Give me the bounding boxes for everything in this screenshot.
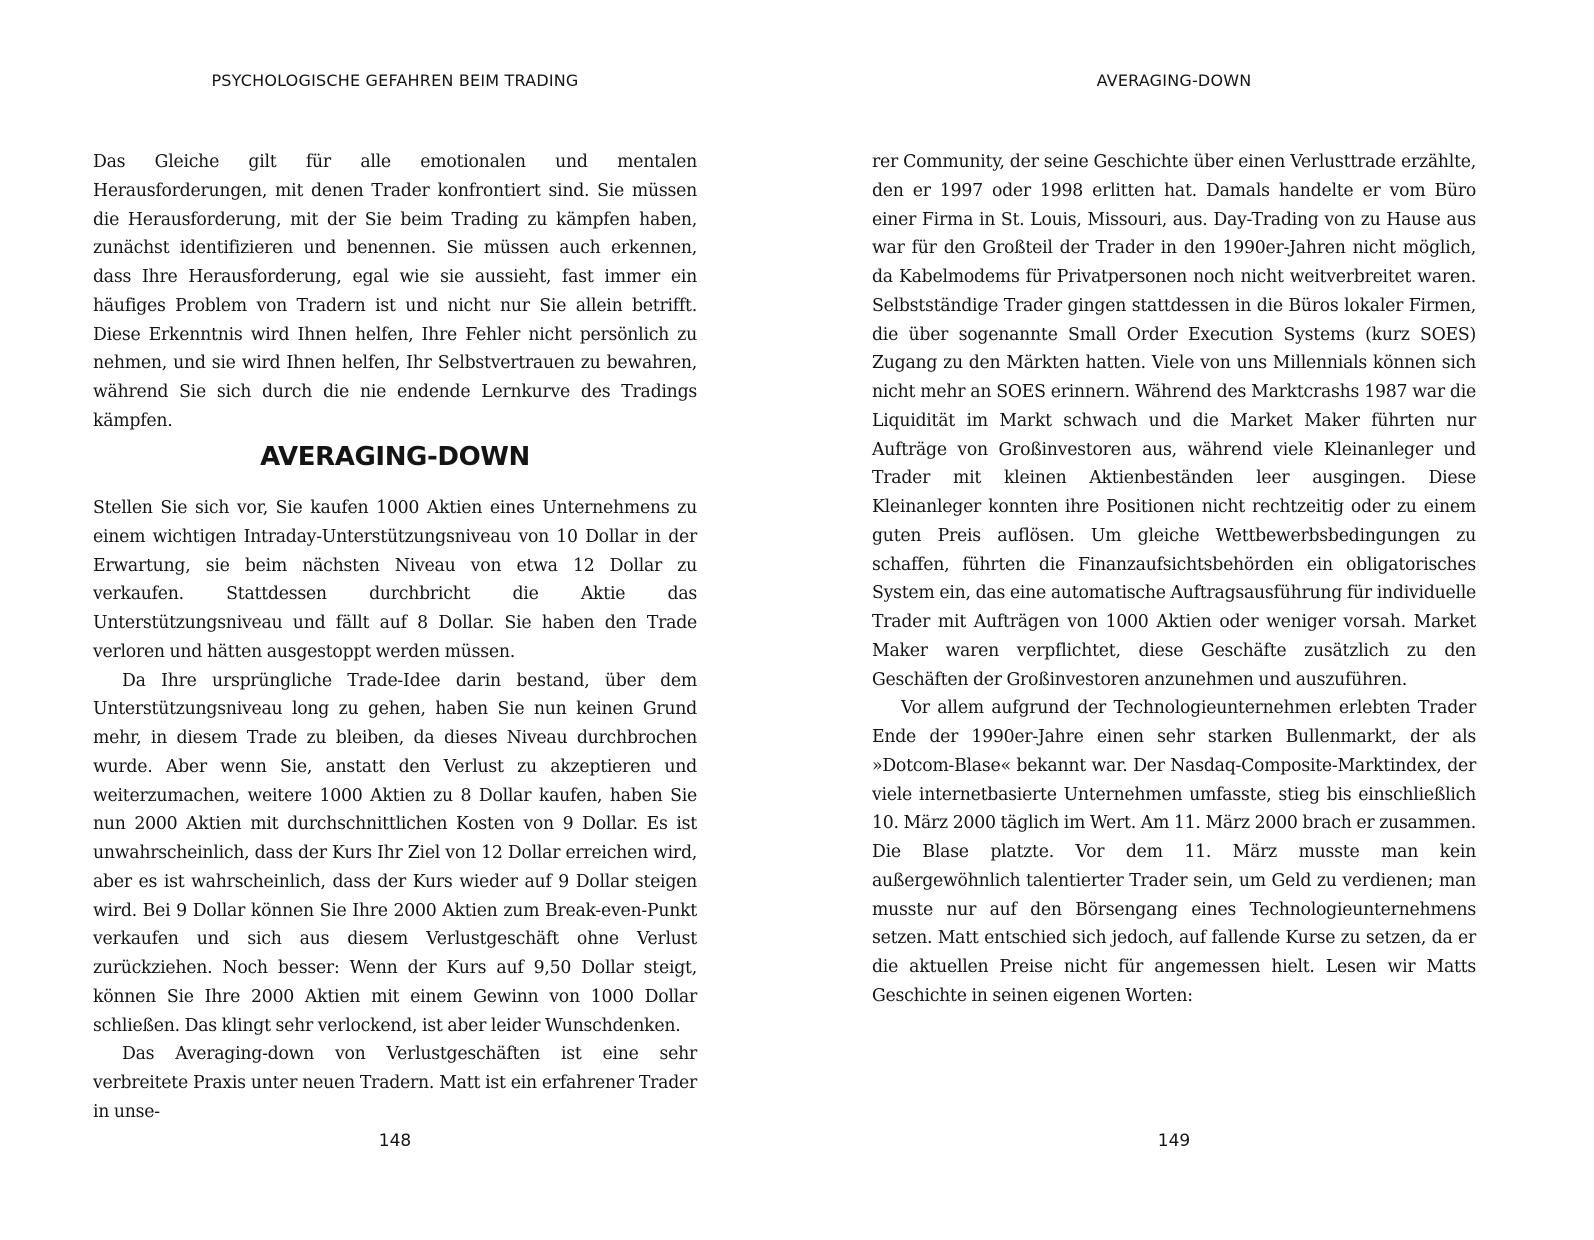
paragraph: rer Community, der seine Geschichte über einen Verlusttrade erzählte, den er 1997 oder 1998 erlitten hat. Damals handelte er vom Büro einer Firma in St. Louis, Missouri, aus. Day-Trading von zu Hause aus war für den Großteil der Trader in den 1990er-Jahren nicht möglich, da Kabelmodems für Privatpersonen noch nicht weitverbreitet waren. Selbstständige Trader gingen stattdessen in die Büros lokaler Firmen, die über sogenannte Small Order Execution Systems (kurz SOES) Zugang zu den Märkten hatten. Viele von uns Millennials können sich nicht mehr an SOES erinnern. Während des Marktcrashs 1987 war die Liquidität im Markt schwach und die Market Maker führten nur Aufträge von Großinvestoren aus, während viele Kleinanleger und Trader mit kleinen Aktienbeständen leer ausgingen. Diese Kleinanleger konnten ihre Positionen nicht rechtzeitig oder zu einem guten Preis auflösen. Um gleiche Wettbewerbsbedingungen zu schaffen, führten die Finanzaufsichtsbehörden ein obligatorisches System ein, das eine automatische Auftragsausführung für individuelle Trader mit Aufträgen von 1000 Aktien oder weniger vorsah. Market Maker waren verpflichtet, diese Geschäfte zusätzlich zu den Geschäften der Großinvestoren anzunehmen und auszuführen. bbox=[872, 152, 1476, 690]
right-page bbox=[797, 0, 1594, 1240]
running-head-right: AVERAGING-DOWN bbox=[1096, 71, 1252, 90]
left-body-text bbox=[93, 494, 697, 1127]
section-heading: AVERAGING-DOWN bbox=[260, 442, 530, 472]
paragraph: Das Averaging-down von Verlustgeschäften ist eine sehr verbreitete Praxis unter neuen Tradern. Matt ist ein erfahrener Trader in unse- bbox=[93, 1044, 697, 1122]
paragraph: Vor allem aufgrund der Technologieunternehmen erlebten Trader Ende der 1990er-Jahre einen sehr starken Bullenmarkt, der als »Dotcom-Blase« bekannt war. Der Nasdaq-Composite-Marktindex, der viele internetbasierte Unternehmen umfasste, stieg bis einschließlich 10. März 2000 täglich im Wert. Am 11. März 2000 brach er zusammen. Die Blase platzte. Vor dem 11. März musste man kein außergewöhnlich talentierter Trader sein, um Geld zu verdienen; man musste nur auf den Börsengang eines Technologieunternehmens setzen. Matt entschied sich jedoch, auf fallende Kurse zu setzen, da er die aktuellen Preise nicht für angemessen hielt. Lesen wir Matts Geschichte in seinen eigenen Worten: bbox=[872, 698, 1476, 1006]
intro-paragraph: Das Gleiche gilt für alle emotionalen und mentalen Herausforderungen, mit denen Trader konfrontiert sind. Sie müssen die Herausforderung, mit der Sie beim Trading zu kämpfen haben, zunächst identifizieren und benennen. Sie müssen auch erkennen, dass Ihre Herausforderung, egal wie sie aussieht, fast immer ein häufiges Problem von Tradern ist und nicht nur Sie allein betrifft. Diese Erkenntnis wird Ihnen helfen, Ihre Fehler nicht persönlich zu nehmen, und sie wird Ihnen helfen, Ihr Selbstvertrauen zu bewahren, während Sie sich durch die nie endende Lernkurve des Tradings kämpfen. bbox=[93, 152, 697, 431]
right-body-text bbox=[872, 148, 1476, 1011]
intro-text-block bbox=[93, 148, 697, 436]
page-number-right: 149 bbox=[1157, 1131, 1191, 1151]
paragraph: Stellen Sie sich vor, Sie kaufen 1000 Aktien eines Unternehmens zu einem wichtigen Intraday-Unterstützungsniveau von 10 Dollar in der Erwartung, sie beim nächsten Niveau von etwa 12 Dollar zu verkaufen. Stattdessen durchbricht die Aktie das Unterstützungsniveau und fällt auf 8 Dollar. Sie haben den Trade verloren und hätten ausgestoppt werden müssen. bbox=[93, 498, 697, 662]
running-head-left: PSYCHOLOGISCHE GEFAHREN BEIM TRADING bbox=[211, 71, 579, 90]
paragraph: Da Ihre ursprüngliche Trade-Idee darin bestand, über dem Unterstützungsniveau long zu gehen, haben Sie nun keinen Grund mehr, in diesem Trade zu bleiben, da dieses Niveau durchbrochen wurde. Aber wenn Sie, anstatt den Verlust zu akzeptieren und weiterzumachen, weitere 1000 Aktien zu 8 Dollar kaufen, haben Sie nun 2000 Aktien mit durchschnittlichen Kosten von 9 Dollar. Es ist unwahrscheinlich, dass der Kurs Ihr Ziel von 12 Dollar erreichen wird, aber es ist wahrscheinlich, dass der Kurs wieder auf 9 Dollar steigen wird. Bei 9 Dollar können Sie Ihre 2000 Aktien zum Break-even-Punkt verkaufen und sich aus diesem Verlustgeschäft ohne Verlust zurückziehen. Noch besser: Wenn der Kurs auf 9,50 Dollar steigt, können Sie Ihre 2000 Aktien mit einem Gewinn von 1000 Dollar schließen. Das klingt sehr verlockend, ist aber leider Wunschdenken. bbox=[93, 670, 697, 1036]
page-number-left: 148 bbox=[378, 1131, 412, 1151]
